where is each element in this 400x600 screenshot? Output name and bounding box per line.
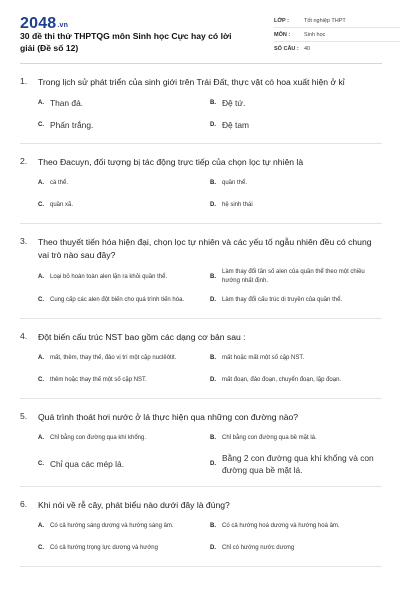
option-text: mất, thêm, thay thế, đảo vị trí một cặp nuclêôtit. [50, 354, 177, 361]
option-letter: B. [210, 180, 216, 186]
option-text: mất đoạn, đảo đoạn, chuyển đoạn, lặp đoạn. [222, 376, 342, 383]
option-letter: A. [38, 523, 44, 529]
option-letter: C. [38, 545, 44, 551]
meta-row-class [274, 14, 400, 28]
option-letter: B. [210, 523, 216, 529]
meta-value: Tốt nghiệp THPT [304, 17, 346, 24]
option-letter: A. [38, 100, 44, 106]
question-5 [20, 399, 382, 487]
question-4 [20, 319, 382, 399]
logo-main: 2048 [20, 15, 57, 32]
answer-options [20, 89, 382, 143]
answer-options [20, 262, 382, 318]
option-letter: D. [210, 202, 216, 208]
option-a[interactable] [38, 262, 210, 286]
answer-options [20, 512, 382, 566]
option-text: cá thể. [50, 179, 69, 186]
option-letter: D. [210, 545, 216, 551]
option-text: Có cả hướng sáng dương và hướng sáng âm. [50, 522, 174, 529]
option-text: mất hoặc mất một số cặp NST. [222, 354, 305, 361]
option-c[interactable] [38, 191, 210, 213]
option-letter: B. [210, 100, 216, 106]
option-letter: D. [210, 377, 216, 383]
option-text: Phấn trắng. [50, 120, 94, 130]
question-header [20, 487, 382, 512]
question-text: Quá trình thoát hơi nước ở lá thực hiện qua những con đường nào? [38, 412, 299, 422]
option-c[interactable] [38, 286, 210, 308]
logo-suffix: .vn [57, 22, 69, 29]
option-d[interactable] [210, 366, 382, 388]
option-letter: D. [210, 122, 216, 128]
option-text: Loại bỏ hoàn toàn alen lặn ra khỏi quần thể. [50, 273, 168, 280]
answer-options [20, 424, 382, 486]
option-text: Có cả hướng trọng lực dương và hướng [50, 544, 158, 551]
option-b[interactable] [210, 262, 382, 286]
option-text: quần thể. [222, 179, 248, 186]
option-b[interactable] [210, 169, 382, 191]
option-b[interactable] [210, 512, 382, 534]
option-text: Chỉ qua các mép lá. [50, 459, 125, 469]
option-text: thêm hoặc thay thế một số cặp NST. [50, 376, 147, 383]
option-b[interactable] [210, 424, 382, 446]
option-text: Đệ tứ. [222, 98, 246, 108]
option-letter: A. [38, 274, 44, 280]
question-number: 2. [20, 156, 28, 166]
question-header [20, 64, 382, 89]
question-number: 4. [20, 331, 28, 341]
option-c[interactable] [38, 366, 210, 388]
option-letter: C. [38, 122, 44, 128]
document-title: 30 đề thi thử THPTQG môn Sinh học Cực hay có lời giải (Đề số 12) [20, 31, 232, 53]
option-d[interactable] [210, 534, 382, 556]
option-b[interactable] [210, 89, 382, 111]
option-d[interactable] [210, 446, 382, 476]
question-text: Theo Đacuyn, đối tượng bị tác động trực tiếp của chọn lọc tự nhiên là [38, 157, 304, 167]
question-list [20, 64, 382, 567]
option-letter: A. [38, 355, 44, 361]
option-a[interactable] [38, 89, 210, 111]
option-letter: B. [210, 274, 216, 280]
option-text: Chỉ bằng con đường qua khí khổng. [50, 434, 147, 441]
option-c[interactable] [38, 534, 210, 556]
question-number: 6. [20, 499, 28, 509]
meta-value: 40 [304, 46, 311, 52]
meta-value: Sinh học [304, 31, 326, 38]
question-header [20, 224, 382, 262]
option-text: Làm thay đổi cấu trúc di truyền của quần thể. [222, 296, 343, 303]
question-number: 5. [20, 411, 28, 421]
option-a[interactable] [38, 512, 210, 534]
question-6 [20, 487, 382, 567]
document-meta [274, 14, 400, 56]
option-text: Bằng 2 con đường qua khí khổng và con đường qua bề mặt lá. [222, 453, 374, 475]
option-letter: B. [210, 355, 216, 361]
option-letter: C. [38, 461, 44, 467]
option-text: Chỉ bằng con đường qua bề mặt lá. [222, 434, 317, 441]
question-3 [20, 224, 382, 319]
option-text: quần xã. [50, 201, 74, 208]
option-d[interactable] [210, 286, 382, 308]
option-text: Có cả hướng hoá dương và hướng hoá âm. [222, 522, 340, 529]
answer-options [20, 344, 382, 398]
question-number: 3. [20, 236, 28, 246]
option-a[interactable] [38, 424, 210, 446]
option-letter: B. [210, 435, 216, 441]
question-header [20, 144, 382, 169]
option-c[interactable] [38, 111, 210, 133]
question-2 [20, 144, 382, 224]
meta-key: MÔN : [274, 31, 291, 38]
meta-row-count [274, 42, 400, 56]
option-d[interactable] [210, 191, 382, 213]
option-c[interactable] [38, 446, 210, 476]
option-letter: D. [210, 297, 216, 303]
option-letter: A. [38, 435, 44, 441]
question-text: Trong lịch sử phát triển của sinh giới trên Trái Đất, thực vật có hoa xuất hiện ở kỉ [38, 77, 345, 87]
meta-row-subject [274, 28, 400, 42]
option-text: Làm thay đổi tần số alen của quần thể theo một chiều hướng nhất định. [222, 269, 365, 284]
option-text: Đệ tam [222, 120, 249, 130]
option-letter: C. [38, 202, 44, 208]
question-header [20, 319, 382, 344]
option-a[interactable] [38, 169, 210, 191]
option-letter: A. [38, 180, 44, 186]
question-text: Đột biến cấu trúc NST bao gồm các dạng cơ bản sau : [38, 332, 246, 342]
document-header [20, 0, 382, 64]
option-letter: C. [38, 297, 44, 303]
option-text: Chỉ có hướng nước dương [222, 544, 295, 551]
question-number: 1. [20, 76, 28, 86]
meta-key: LỚP : [274, 17, 289, 24]
meta-key: SỐ CÂU : [274, 46, 299, 52]
option-text: Cung cấp các alen đột biến cho quá trình tiến hóa. [50, 296, 185, 303]
option-letter: D. [210, 461, 216, 467]
answer-options [20, 169, 382, 223]
option-a[interactable] [38, 344, 210, 366]
question-text: Theo thuyết tiến hóa hiện đại, chọn lọc tự nhiên và các yếu tố ngẫu nhiên đều có chung vai trò nào sau đây? [38, 237, 372, 260]
question-header [20, 399, 382, 424]
option-letter: C. [38, 377, 44, 383]
option-b[interactable] [210, 344, 382, 366]
question-text: Khi nói về rễ cây, phát biểu nào dưới đây là đúng? [38, 500, 230, 510]
question-1 [20, 64, 382, 144]
option-text: hệ sinh thái [222, 201, 253, 208]
option-text: Than đá. [50, 98, 84, 108]
option-d[interactable] [210, 111, 382, 133]
